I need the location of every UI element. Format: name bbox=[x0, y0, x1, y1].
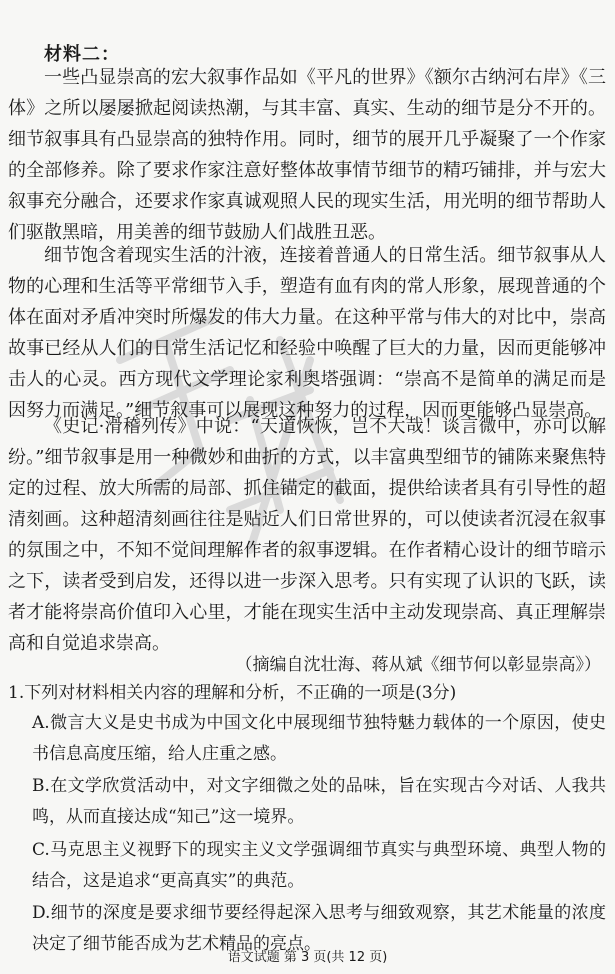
option-label: A. bbox=[32, 713, 50, 733]
option-label: B. bbox=[32, 776, 50, 796]
option-text: 在文学欣赏活动中，对文字细微之处的品味，旨在实现古今对话、人我共鸣，从而直接达成“知己”这一境界。 bbox=[32, 776, 606, 827]
option-text: 细节的深度是要求细节要经得起深入思考与细致观察，其艺术能量的浓度决定了细节能否成为艺术精品的亮点。 bbox=[32, 903, 606, 954]
question-stem: 1.下列对材料相关内容的理解和分析，不正确的一项是(3分) bbox=[8, 683, 457, 703]
option-text: 马克思主义视野下的现实主义文学强调细节真实与典型环境、典型人物的结合，这是追求“更高真实”的典范。 bbox=[32, 840, 606, 891]
material-paragraph-2: 细节饱含着现实生活的汁液，连接着普通人的日常生活。细节叙事从人物的心理和生活等平常细节入手，塑造有血有肉的常人形象，展现普通的个体在面对矛盾冲突时所爆发的伟大力量。在这种平常与伟大的对比中，崇高故事已经从人们的日常生活记忆和经验中唤醒了巨大的力量，因而更能够冲击人的心灵。西方现代文学理论家利奥塔强调：“崇高不是简单的满足而是因努力而满足。”细节叙事可以展现这种努力的过程，因而更能够凸显崇高。 bbox=[8, 245, 606, 421]
option-b bbox=[32, 771, 606, 833]
option-label: D. bbox=[32, 903, 51, 923]
page-footer: 语文试题 第 3 页(共 12 页) bbox=[227, 950, 388, 965]
option-text: 微言大义是史书成为中国文化中展现细节独特魅力载体的一个原因，使史书信息高度压缩，给人庄重之感。 bbox=[32, 713, 606, 764]
material-paragraph-3: 《史记·滑稽列传》中说：“天道恢恢，岂不大哉！谈言微中，亦可以解纷。”细节叙事是用一种微妙和曲折的方式，以丰富典型细节的铺陈来聚焦特定的过程、放大所需的局部、抓住锚定的截面，提供给读者具有引导性的超清刻画。这种超清刻画往往是贴近人们日常世界的，可以使读者沉浸在叙事的氛围之中，不知不觉间理解作者的叙事逻辑。在作者精心设计的细节暗示之下，读者受到启发，还得以进一步深入思考。只有实现了认识的飞跃，读者才能将崇高价值印入心里，才能在现实生活中主动发现崇高、真正理解崇高和自觉追求崇高。 bbox=[8, 416, 606, 654]
material-paragraph-1: 一些凸显崇高的宏大叙事作品如《平凡的世界》《额尔古纳河右岸》《三体》之所以屡屡掀起阅读热潮，与其丰富、真实、生动的细节是分不开的。细节叙事具有凸显崇高的独特作用。同时，细节的展开几乎凝聚了一个作家的全部修养。除了要求作家注意好整体故事情节细节的精巧铺排，并与宏大叙事充分融合，还要求作家真诚观照人民的现实生活，用光明的细节帮助人们驱散黑暗，用美善的细节鼓励人们战胜丑恶。 bbox=[8, 67, 606, 243]
material-heading: 材料二： bbox=[44, 44, 120, 65]
option-c bbox=[32, 835, 606, 897]
option-a bbox=[32, 708, 606, 770]
source-citation: （摘编自沈壮海、蒋从斌《细节何以彰显崇高》） bbox=[235, 655, 601, 675]
option-label: C. bbox=[32, 840, 50, 860]
